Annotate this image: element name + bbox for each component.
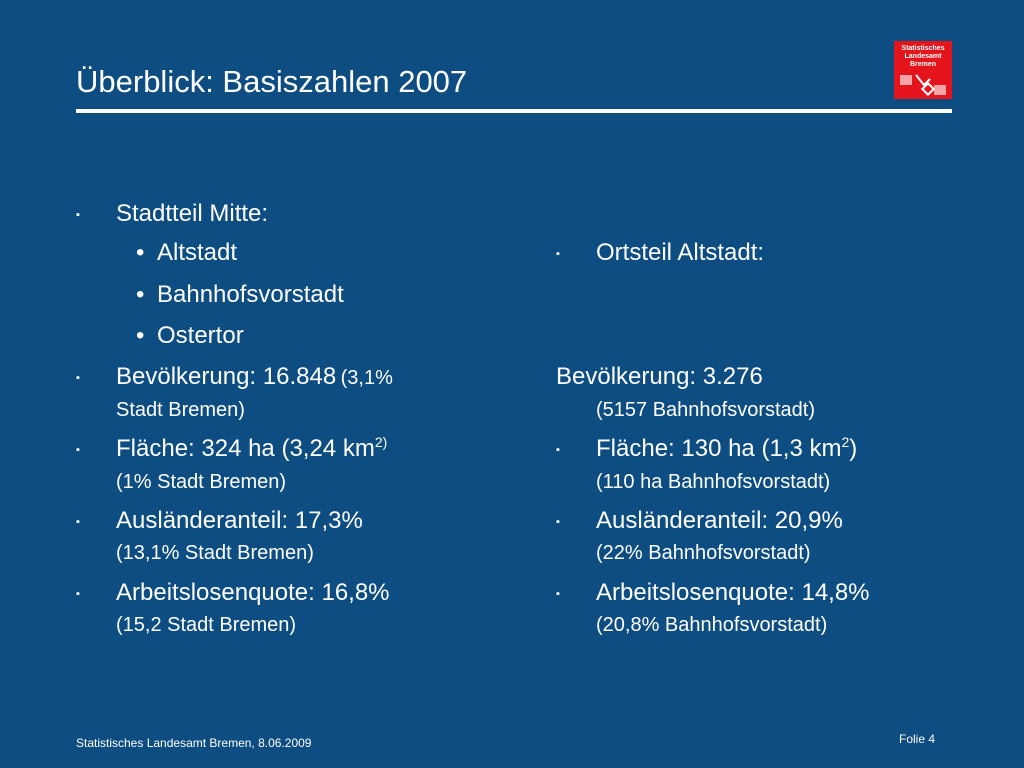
slide-title: Überblick: Basiszahlen 2007 <box>76 64 468 99</box>
population-label: Bevölkerung: 16.848 <box>116 363 337 390</box>
footer-source: Statistisches Landesamt Bremen, 8.06.2009 <box>76 736 312 750</box>
district-item: Ostertor <box>157 322 244 349</box>
bullet-square-icon: ▪ <box>556 248 560 260</box>
title-divider <box>76 109 952 113</box>
area-label: Fläche: 324 ha (3,24 km <box>116 435 375 462</box>
population-compare: (5157 Bahnhofsvorstadt) <box>596 399 816 421</box>
bullet-square-icon: ▪ <box>76 588 80 600</box>
bullet-square-icon: ▪ <box>556 444 560 456</box>
right-foreigners: Ausländeranteil: 20,9% <box>596 507 843 534</box>
left-population <box>116 362 393 392</box>
bullet-square-icon: ▪ <box>76 209 80 221</box>
right-heading: Ortsteil Altstadt: <box>596 239 765 266</box>
left-heading: Stadtteil Mitte: <box>116 200 269 227</box>
left-foreigners: Ausländeranteil: 17,3% <box>116 507 363 534</box>
bullet-dot-icon: • <box>136 281 145 308</box>
right-unemployment: Arbeitslosenquote: 14,8% <box>596 579 870 606</box>
area-superscript: 2 <box>841 434 850 450</box>
unemployment-share: (15,2 Stadt Bremen) <box>116 614 297 636</box>
logo-line-1: Statistisches <box>901 45 945 52</box>
foreigners-share: (13,1% Stadt Bremen) <box>116 542 314 564</box>
bullet-dot-icon: • <box>136 239 145 266</box>
bullet-square-icon: ▪ <box>556 516 560 528</box>
left-area <box>116 434 387 464</box>
area-label: Fläche: 130 ha (1,3 km <box>596 435 842 462</box>
logo-wordmark <box>894 45 952 69</box>
logo-line-3: Bremen <box>909 61 937 68</box>
population-share: (3,1% <box>340 367 393 389</box>
bullet-square-icon: ▪ <box>76 372 80 384</box>
bullet-square-icon: ▪ <box>76 516 80 528</box>
slide-number: Folie 4 <box>899 732 936 746</box>
left-unemployment: Arbeitslosenquote: 16,8% <box>116 579 390 606</box>
area-superscript: 2) <box>374 434 388 450</box>
area-close: ) <box>849 435 858 462</box>
district-item: Bahnhofsvorstadt <box>157 281 344 308</box>
logo-line-2: Landesamt <box>904 53 942 60</box>
area-share: (1% Stadt Bremen) <box>116 471 287 493</box>
bullet-dot-icon: • <box>136 322 145 349</box>
district-item: Altstadt <box>157 239 238 266</box>
bullet-square-icon: ▪ <box>76 444 80 456</box>
bremen-key-icon <box>894 71 952 99</box>
right-area <box>596 434 857 464</box>
unemployment-compare: (20,8% Bahnhofsvorstadt) <box>596 614 828 636</box>
population-share-continued: Stadt Bremen) <box>116 399 245 421</box>
bullet-square-icon: ▪ <box>556 588 560 600</box>
statistisches-landesamt-logo <box>894 41 952 99</box>
area-compare: (110 ha Bahnhofsvorstadt) <box>596 471 831 493</box>
foreigners-compare: (22% Bahnhofsvorstadt) <box>596 542 811 564</box>
right-population: Bevölkerung: 3.276 <box>556 363 763 390</box>
